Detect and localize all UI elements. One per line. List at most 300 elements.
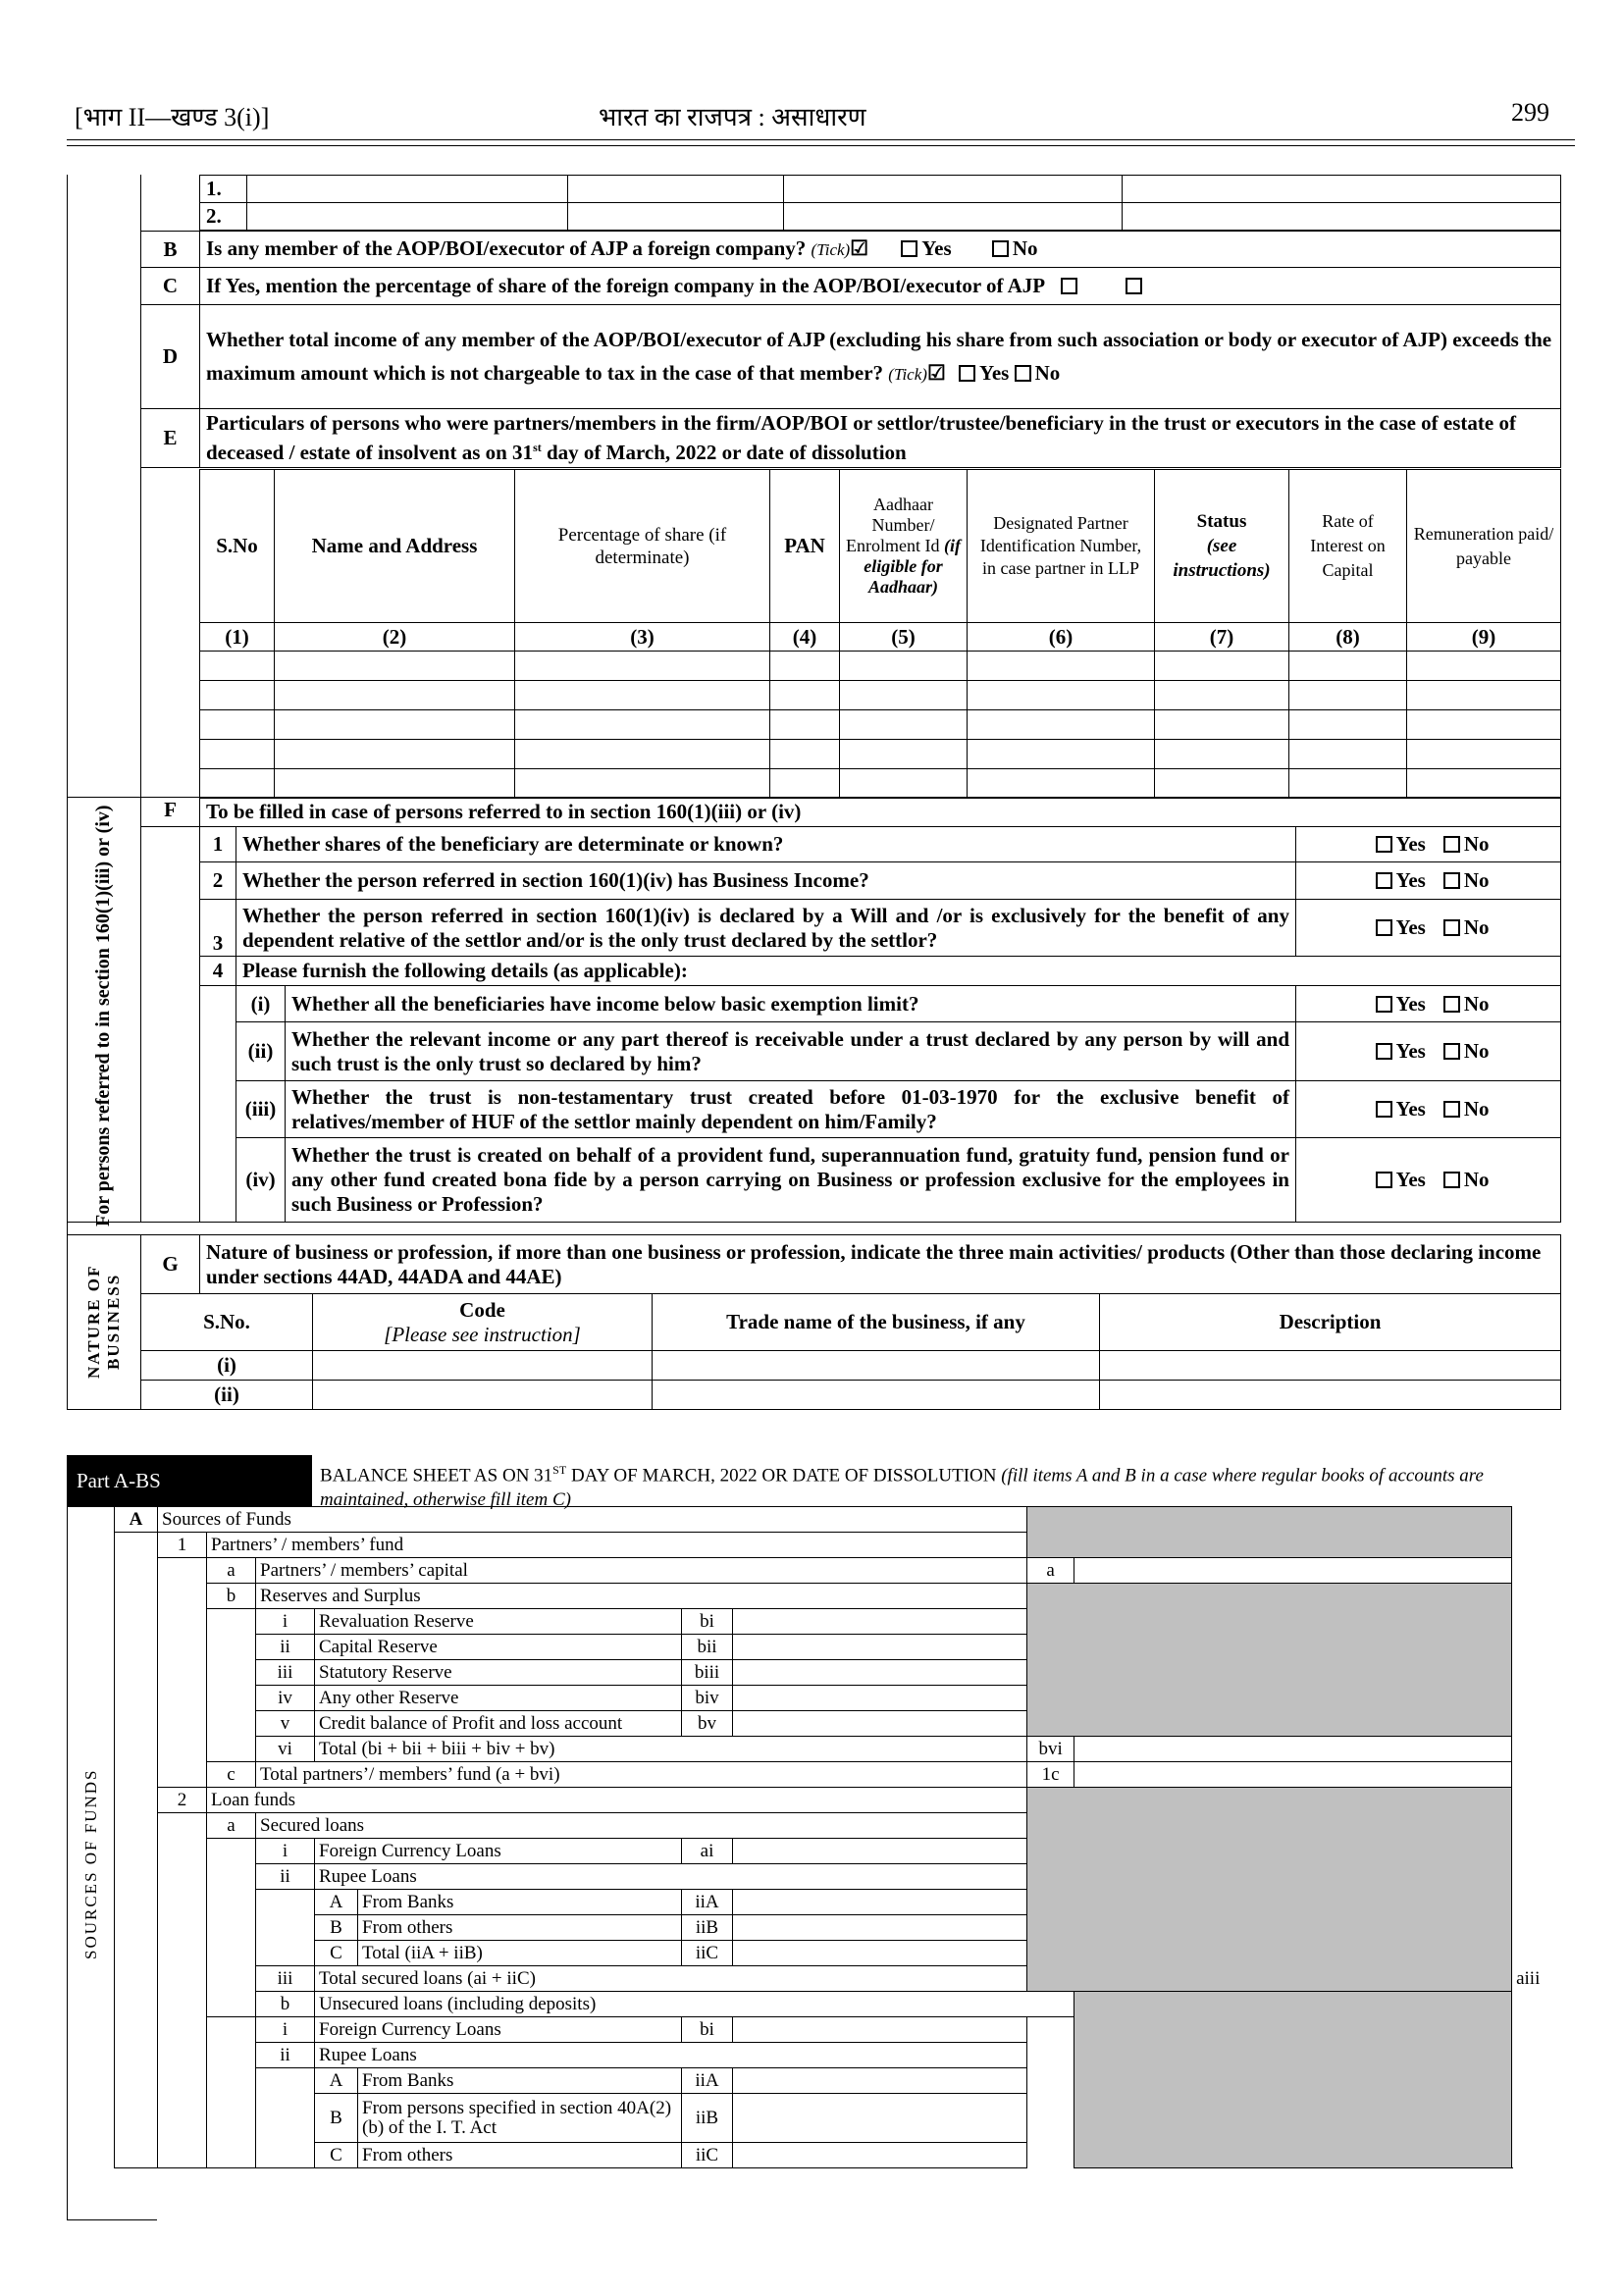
item-question: Whether the person referred in section 160(1)(iv) is declared by a Will and /or is exclusively for the benefit of any dependent relative of the settlor and/or is the only trust declared by the settlor? xyxy=(236,900,1296,957)
bs-sub-label: Reserves and Surplus xyxy=(256,1584,1027,1609)
cell[interactable] xyxy=(968,681,1155,710)
side-label-cell xyxy=(68,1235,141,1410)
bs-title-main: BALANCE SHEET AS ON 31 xyxy=(320,1465,553,1487)
sub-item-number: (iii) xyxy=(236,1081,286,1138)
cell[interactable] xyxy=(1123,176,1561,203)
cell[interactable] xyxy=(840,681,968,710)
bs-letter: C xyxy=(315,1941,358,1966)
sub-item-question: Whether all the beneficiaries have income below basic exemption limit? xyxy=(286,986,1296,1022)
section-e-title-text: Particulars of persons who were partners/members in the firm/AOP/BOI or settlor/trustee/beneficiary in the trust or executors in the case of estate of deceased / estate of insolvent as on 31 xyxy=(206,411,1516,464)
sub-item-number: (iv) xyxy=(236,1138,286,1223)
bs-spacer xyxy=(256,2068,315,2168)
bs-section-letter: A xyxy=(115,1507,158,1533)
bs-line-label: Foreign Currency Loans xyxy=(315,2017,682,2043)
checkbox-no[interactable] xyxy=(1443,1172,1460,1188)
bs-value[interactable] xyxy=(733,1635,1027,1660)
cell[interactable] xyxy=(200,740,275,769)
cell[interactable] xyxy=(784,203,1123,231)
cell[interactable] xyxy=(1155,769,1289,799)
bs-outer-left-border xyxy=(67,1506,68,2220)
table-row xyxy=(200,710,1561,740)
bs-roman: ii xyxy=(256,1635,315,1660)
percentage-box-1[interactable] xyxy=(1061,278,1077,294)
balance-sheet-title xyxy=(320,1458,1566,1512)
bs-line-label: Credit balance of Profit and loss account xyxy=(315,1711,682,1737)
bs-value[interactable] xyxy=(733,2094,1027,2143)
bs-sub-letter: c xyxy=(207,1762,256,1788)
option-no-label: No xyxy=(1463,832,1490,856)
checkbox-no[interactable] xyxy=(1443,996,1460,1013)
checkbox-yes[interactable] xyxy=(1376,1101,1392,1118)
cell[interactable] xyxy=(968,769,1155,799)
item-question: Whether shares of the beneficiary are determinate or known? xyxy=(236,827,1296,862)
col-header-sno: S.No. xyxy=(141,1294,313,1351)
percentage-box-2[interactable] xyxy=(1126,278,1142,294)
bs-title-note: (fill items A and B in a case where regular books of accounts are maintained, otherwise fill item C) xyxy=(320,1465,1484,1511)
bs-line-label: Total secured loans (ai + iiC) xyxy=(315,1966,1027,1992)
cell[interactable] xyxy=(1407,681,1561,710)
bs-letter: B xyxy=(315,2094,358,2143)
bs-line-label: Total (iiA + iiB) xyxy=(358,1941,682,1966)
cell[interactable] xyxy=(200,652,275,681)
cell[interactable] xyxy=(1289,769,1407,799)
col-num: (7) xyxy=(1155,623,1289,652)
ordinal-suffix: st xyxy=(533,441,542,454)
bs-value[interactable] xyxy=(733,1660,1027,1686)
checkbox-no[interactable] xyxy=(1443,919,1460,936)
bs-spacer xyxy=(207,2017,256,2168)
bs-spacer xyxy=(115,1533,158,2168)
bs-line-label: Rupee Loans xyxy=(315,1864,1027,1890)
option-yes-label: Yes xyxy=(1395,991,1426,1016)
checkbox-no-d[interactable] xyxy=(1015,365,1031,382)
sub-item-number: (i) xyxy=(236,986,286,1022)
section-f-table xyxy=(67,797,1561,1223)
bs-sub-label: Unsecured loans (including deposits) xyxy=(315,1992,1074,2017)
row-number: 2. xyxy=(200,203,247,231)
bs-roman: ii xyxy=(256,2043,315,2068)
checkbox-yes[interactable] xyxy=(1376,1043,1392,1060)
bs-roman: iii xyxy=(256,1966,315,1992)
cell[interactable] xyxy=(968,710,1155,740)
checkbox-yes-d[interactable] xyxy=(959,365,975,382)
cell[interactable] xyxy=(968,740,1155,769)
yes-no-options xyxy=(1296,986,1561,1022)
col-header-percentage: Percentage of share (if determinate) xyxy=(515,470,770,623)
sub-item-question: Whether the relevant income or any part thereof is receivable under a trust declared by any person by will and such trust is the only trust so declared by him? xyxy=(286,1022,1296,1081)
cell[interactable] xyxy=(1100,1381,1561,1410)
col-header-status xyxy=(1155,470,1289,623)
partners-table xyxy=(199,469,1561,799)
bs-code: 1c xyxy=(1027,1762,1074,1788)
bs-sub-letter: a xyxy=(207,1558,256,1584)
code-label: Code xyxy=(459,1297,505,1322)
grey-block xyxy=(1027,1507,1512,1558)
col-header-aadhaar xyxy=(840,470,968,623)
option-yes-label: Yes xyxy=(1395,915,1426,939)
cell[interactable] xyxy=(515,710,770,740)
section-g-title: Nature of business or profession, if more than one business or profession, indicate the three main activities/ products (Other than those declaring income under sections 44AD, 44ADA and 44AE) xyxy=(200,1235,1561,1294)
cell[interactable] xyxy=(840,740,968,769)
bs-roman: vi xyxy=(256,1737,315,1762)
grey-block xyxy=(1027,1788,1512,1992)
cell[interactable] xyxy=(770,740,840,769)
question-c xyxy=(200,268,1561,305)
bs-code: iiA xyxy=(682,2068,733,2094)
side-label-160: For persons referred to in section 160(1)(iii) or (iv) xyxy=(92,805,114,1226)
cell[interactable] xyxy=(770,710,840,740)
bs-section-label: Sources of Funds xyxy=(158,1507,1027,1533)
bs-line-label: Total (bi + bii + biii + biv + bv) xyxy=(315,1737,1027,1762)
header-rule-bottom xyxy=(67,145,1575,146)
question-d-text: Whether total income of any member of the AOP/BOI/executor of AJP (excluding his share from such association or body or executor of AJP) exceeds the maximum amount which is not chargeable to tax in the case of that member? xyxy=(206,327,1552,385)
cell[interactable] xyxy=(200,681,275,710)
tick-icon: ☑ xyxy=(926,360,946,385)
cell[interactable] xyxy=(247,203,568,231)
yes-no-options xyxy=(1296,862,1561,900)
cell[interactable] xyxy=(1289,681,1407,710)
question-b xyxy=(200,232,1561,268)
bs-line-label: From others xyxy=(358,1915,682,1941)
bs-value[interactable] xyxy=(733,1686,1027,1711)
checkbox-no-b[interactable] xyxy=(992,240,1009,257)
ordinal-suffix: ST xyxy=(552,1463,567,1477)
gazette-part-label: [भाग II—खण्ड 3(i)] xyxy=(75,103,270,131)
bs-code: bi xyxy=(682,1609,733,1635)
col-header-pan: PAN xyxy=(770,470,840,623)
bs-line-label: Capital Reserve xyxy=(315,1635,682,1660)
section-g-table xyxy=(67,1234,1561,1410)
cell[interactable] xyxy=(1407,710,1561,740)
header-rule-top xyxy=(67,139,1575,140)
cell[interactable] xyxy=(247,176,568,203)
bs-title-rest: DAY OF MARCH, 2022 OR DATE OF DISSOLUTION xyxy=(566,1465,1002,1487)
question-b-text: Is any member of the AOP/BOI/executor of AJP a foreign company? xyxy=(206,236,807,260)
option-no-label: No xyxy=(1463,991,1490,1016)
cell[interactable] xyxy=(275,769,515,799)
bs-line-label: From persons specified in section 40A(2)(b) of the I. T. Act xyxy=(358,2094,682,2143)
col-header-description: Description xyxy=(1100,1294,1561,1351)
table-row xyxy=(200,769,1561,799)
cell[interactable] xyxy=(515,681,770,710)
bs-sub-letter: b xyxy=(256,1992,315,2017)
side-label-sources-of-funds: SOURCES OF FUNDS xyxy=(81,1768,100,1960)
checkbox-yes[interactable] xyxy=(1376,836,1392,853)
cell[interactable] xyxy=(568,203,784,231)
bs-code: iiB xyxy=(682,1915,733,1941)
table-row xyxy=(200,681,1561,710)
table-row xyxy=(68,1351,1561,1381)
status-note: (see instructions) xyxy=(1173,536,1271,581)
item-number: 2 xyxy=(200,862,236,900)
col-num: (8) xyxy=(1289,623,1407,652)
section-letter-d: D xyxy=(141,305,200,409)
bs-item-number: 2 xyxy=(158,1788,207,1813)
bs-letter: B xyxy=(315,1915,358,1941)
cell[interactable] xyxy=(1289,652,1407,681)
bs-sub-label: Secured loans xyxy=(256,1813,1027,1839)
cell[interactable] xyxy=(275,740,515,769)
cell[interactable] xyxy=(1407,652,1561,681)
cell[interactable] xyxy=(515,769,770,799)
f-spacer xyxy=(141,827,200,1223)
balance-sheet-table: A Sources of Funds 1 Partners’ / members’ fund a Partners’ / members’ capital a b Reserves and Surplus i Revaluation Reserve bi ii Capital Reserve bii iii Statutory Reserve biii iv Any other Reserve biv v Credit balance of Profit and loss account bv vi Total (bi + bii + biii + biv + bv) bvi c Total partners’/ members’ fund (a + bvi) 1c 2 Loan funds a Secured loans i Foreign Currency Loans ai ii Rupee Loans A From Banks iiA B From others iiB C Total (iiA + iiB) iiC iii Total secured loans (ai + iiC) aiii b Unsecured loans (including deposits) i Foreign Currency Loans bi ii Rupee Loans A From Banks iiA B From persons specified in section 40A(2)(b) of the I. T. Act iiB C From others iiC xyxy=(114,1506,1512,2168)
tick-icon: ☑ xyxy=(850,236,869,260)
item-number: 4 xyxy=(200,957,236,986)
bs-code: bv xyxy=(682,1711,733,1737)
cell[interactable] xyxy=(1407,740,1561,769)
tick-hint: (Tick) xyxy=(888,364,927,384)
section-letter-f: F xyxy=(141,798,200,827)
checkbox-yes-b[interactable] xyxy=(901,240,917,257)
section-letter-g: G xyxy=(141,1235,200,1294)
cell[interactable] xyxy=(840,652,968,681)
bs-letter: A xyxy=(315,1890,358,1915)
col-num: (6) xyxy=(968,623,1155,652)
cell[interactable] xyxy=(1155,740,1289,769)
cell[interactable] xyxy=(653,1351,1100,1381)
column-number-row xyxy=(200,623,1561,652)
top-continuation-table xyxy=(199,175,1561,231)
bs-spacer xyxy=(207,1839,256,2017)
table-row xyxy=(200,652,1561,681)
yes-no-options xyxy=(1296,1138,1561,1223)
checkbox-yes[interactable] xyxy=(1376,1172,1392,1188)
col-num: (2) xyxy=(275,623,515,652)
cell[interactable] xyxy=(840,710,968,740)
bs-value-total-reserves[interactable] xyxy=(1074,1737,1512,1762)
option-yes-label: Yes xyxy=(1395,832,1426,856)
option-yes-label: Yes xyxy=(921,236,952,260)
section-e-title-text-end: day of March, 2022 or date of dissolution xyxy=(541,441,907,464)
bs-code: iiA xyxy=(682,1890,733,1915)
bs-code: ai xyxy=(682,1839,733,1864)
bs-letter: A xyxy=(315,2068,358,2094)
bs-code: bii xyxy=(682,1635,733,1660)
option-no-label: No xyxy=(1012,236,1038,260)
cell[interactable] xyxy=(515,652,770,681)
checkbox-yes[interactable] xyxy=(1376,872,1392,889)
cell[interactable] xyxy=(1155,652,1289,681)
table-row xyxy=(68,1381,1561,1410)
bs-line-label: Revaluation Reserve xyxy=(315,1609,682,1635)
bs-sub-label: Partners’ / members’ capital xyxy=(256,1558,1027,1584)
option-no-label: No xyxy=(1463,1168,1490,1191)
bs-value[interactable] xyxy=(733,2017,1027,2043)
option-no-label: No xyxy=(1034,360,1061,385)
bs-line-label: Statutory Reserve xyxy=(315,1660,682,1686)
cell[interactable] xyxy=(1155,710,1289,740)
bs-spacer xyxy=(256,1890,315,1966)
section-f-title: To be filled in case of persons referred to in section 160(1)(iii) or (iv) xyxy=(200,798,1561,827)
bs-line-label: From Banks xyxy=(358,2068,682,2094)
bs-value[interactable] xyxy=(733,1890,1027,1915)
col-header-interest: Rate of Interest on Capital xyxy=(1289,470,1407,623)
grey-block xyxy=(1027,1584,1512,1737)
bs-value[interactable] xyxy=(733,2143,1027,2168)
cell[interactable] xyxy=(200,710,275,740)
bs-sub-letter: b xyxy=(207,1584,256,1609)
sub-item-number: (ii) xyxy=(236,1022,286,1081)
aadhaar-label: Aadhaar Number/ Enrolment Id xyxy=(846,495,940,555)
bs-value[interactable] xyxy=(733,1711,1027,1737)
page-number: 299 xyxy=(1511,98,1549,127)
bs-value[interactable] xyxy=(733,1915,1027,1941)
col-header-code xyxy=(313,1294,653,1351)
sub-item-question: Whether the trust is non-testamentary trust created before 01-03-1970 for the exclusive benefit of relatives/member of HUF of the settlor mainly dependent on him/Family? xyxy=(286,1081,1296,1138)
cell[interactable] xyxy=(968,652,1155,681)
gazette-title: भारत का राजपत्र : असाधारण xyxy=(599,103,866,131)
checkbox-no[interactable] xyxy=(1443,1043,1460,1060)
side-label-cell xyxy=(68,798,141,1223)
option-yes-label: Yes xyxy=(1395,1168,1426,1191)
option-no-label: No xyxy=(1463,1039,1490,1063)
bs-sub-letter: a xyxy=(207,1813,256,1839)
cell[interactable] xyxy=(568,176,784,203)
bs-roman: iii xyxy=(256,1660,315,1686)
bs-value-total-fund[interactable] xyxy=(1074,1762,1512,1788)
cell[interactable] xyxy=(275,681,515,710)
option-no-label: No xyxy=(1463,1097,1490,1121)
yes-no-options xyxy=(1296,1022,1561,1081)
table-row xyxy=(200,740,1561,769)
bs-bottom-left-rule xyxy=(67,2219,157,2220)
option-yes-label: Yes xyxy=(1395,868,1426,892)
row-number: (i) xyxy=(141,1351,313,1381)
section-letter-e: E xyxy=(141,409,200,468)
bs-roman: ii xyxy=(256,1864,315,1890)
aadhaar-note: (if eligible for Aadhaar) xyxy=(864,536,961,597)
cell[interactable] xyxy=(1100,1351,1561,1381)
cell[interactable] xyxy=(1155,681,1289,710)
grey-block xyxy=(1074,1992,1512,2168)
item-question: Please furnish the following details (as applicable): xyxy=(236,957,1561,986)
question-d xyxy=(200,305,1561,409)
cell[interactable] xyxy=(1407,769,1561,799)
section-letter-c: C xyxy=(141,268,200,305)
option-yes-label: Yes xyxy=(1395,1039,1426,1063)
bs-code: biii xyxy=(682,1660,733,1686)
bs-value-capital[interactable] xyxy=(1074,1558,1512,1584)
col-header-dpin: Designated Partner Identification Number, in case partner in LLP xyxy=(968,470,1155,623)
bs-line-label: From others xyxy=(358,2143,682,2168)
bs-code: bi xyxy=(682,2017,733,2043)
status-label: Status xyxy=(1196,511,1247,532)
option-yes-label: Yes xyxy=(979,360,1010,385)
col-num: (9) xyxy=(1407,623,1561,652)
bs-roman: i xyxy=(256,1839,315,1864)
checkbox-yes[interactable] xyxy=(1376,996,1392,1013)
cell[interactable] xyxy=(515,740,770,769)
cell[interactable] xyxy=(313,1351,653,1381)
section-e-title xyxy=(200,409,1561,468)
bs-item-label: Loan funds xyxy=(207,1788,1027,1813)
cell[interactable] xyxy=(840,769,968,799)
bs-item-number: 1 xyxy=(158,1533,207,1558)
cell[interactable] xyxy=(313,1381,653,1410)
col-header-remuneration: Remuneration paid/ payable xyxy=(1407,470,1561,623)
bs-spacer xyxy=(158,1558,207,1788)
yes-no-options xyxy=(1296,900,1561,957)
bs-roman: v xyxy=(256,1711,315,1737)
option-no-label: No xyxy=(1463,915,1490,939)
bs-code: iiC xyxy=(682,1941,733,1966)
bs-value[interactable] xyxy=(733,1609,1027,1635)
bs-code: bvi xyxy=(1027,1737,1074,1762)
code-note: [Please see instruction] xyxy=(384,1322,581,1346)
yes-no-options xyxy=(1296,1081,1561,1138)
cell[interactable] xyxy=(770,769,840,799)
bs-code: iiB xyxy=(682,2094,733,2143)
cell[interactable] xyxy=(1123,203,1561,231)
bs-line-label: Any other Reserve xyxy=(315,1686,682,1711)
bs-value[interactable] xyxy=(733,1839,1027,1864)
option-yes-label: Yes xyxy=(1395,1097,1426,1121)
yes-no-options xyxy=(1296,827,1561,862)
bs-roman: i xyxy=(256,2017,315,2043)
bs-value[interactable] xyxy=(733,1941,1027,1966)
sub-spacer xyxy=(200,986,236,1223)
option-no-label: No xyxy=(1463,868,1490,892)
bs-value[interactable] xyxy=(733,2068,1027,2094)
cell[interactable] xyxy=(770,681,840,710)
cell[interactable] xyxy=(1289,740,1407,769)
bs-code: a xyxy=(1027,1558,1074,1584)
col-num: (4) xyxy=(770,623,840,652)
part-a-bs-label: Part A-BS xyxy=(67,1455,312,1507)
bs-roman: iv xyxy=(256,1686,315,1711)
section-letter-b: B xyxy=(141,232,200,268)
col-header-sno: S.No xyxy=(200,470,275,623)
cell[interactable] xyxy=(784,176,1123,203)
cell[interactable] xyxy=(1289,710,1407,740)
cell[interactable] xyxy=(275,652,515,681)
col-num: (1) xyxy=(200,623,275,652)
cell[interactable] xyxy=(653,1381,1100,1410)
col-num: (5) xyxy=(840,623,968,652)
bs-item-label: Partners’ / members’ fund xyxy=(207,1533,1027,1558)
bs-line-label: Rupee Loans xyxy=(315,2043,1027,2068)
checkbox-yes[interactable] xyxy=(1376,919,1392,936)
tick-hint: (Tick) xyxy=(811,240,851,259)
checkbox-no[interactable] xyxy=(1443,872,1460,889)
checkbox-no[interactable] xyxy=(1443,1101,1460,1118)
bs-line-label: From Banks xyxy=(358,1890,682,1915)
question-c-text: If Yes, mention the percentage of share of the foreign company in the AOP/BOI/executor of AJP xyxy=(206,274,1044,297)
bs-letter: C xyxy=(315,2143,358,2168)
row-number: 1. xyxy=(200,176,247,203)
bs-code: iiC xyxy=(682,2143,733,2168)
item-question: Whether the person referred in section 160(1)(iv) has Business Income? xyxy=(236,862,1296,900)
col-header-trade-name: Trade name of the business, if any xyxy=(653,1294,1100,1351)
side-label-nature-of-business: NATURE OF BUSINESS xyxy=(84,1264,123,1380)
cell[interactable] xyxy=(275,710,515,740)
cell[interactable] xyxy=(770,652,840,681)
bs-line-label: Foreign Currency Loans xyxy=(315,1839,682,1864)
item-number: 3 xyxy=(200,900,236,957)
bs-sub-label: Total partners’/ members’ fund (a + bvi) xyxy=(256,1762,1027,1788)
bs-spacer xyxy=(207,1609,256,1762)
bs-spacer xyxy=(158,1813,207,2168)
bs-roman: i xyxy=(256,1609,315,1635)
bs-code: biv xyxy=(682,1686,733,1711)
row-number: (ii) xyxy=(141,1381,313,1410)
checkbox-no[interactable] xyxy=(1443,836,1460,853)
questions-b-e-table xyxy=(140,231,1561,468)
sub-item-question: Whether the trust is created on behalf of a provident fund, superannuation fund, gratuity fund, pension fund or any other fund created bona fide by a person carrying on Business or profession exclusive for the employees in such Business or Profession? xyxy=(286,1138,1296,1223)
cell[interactable] xyxy=(200,769,275,799)
col-num: (3) xyxy=(515,623,770,652)
